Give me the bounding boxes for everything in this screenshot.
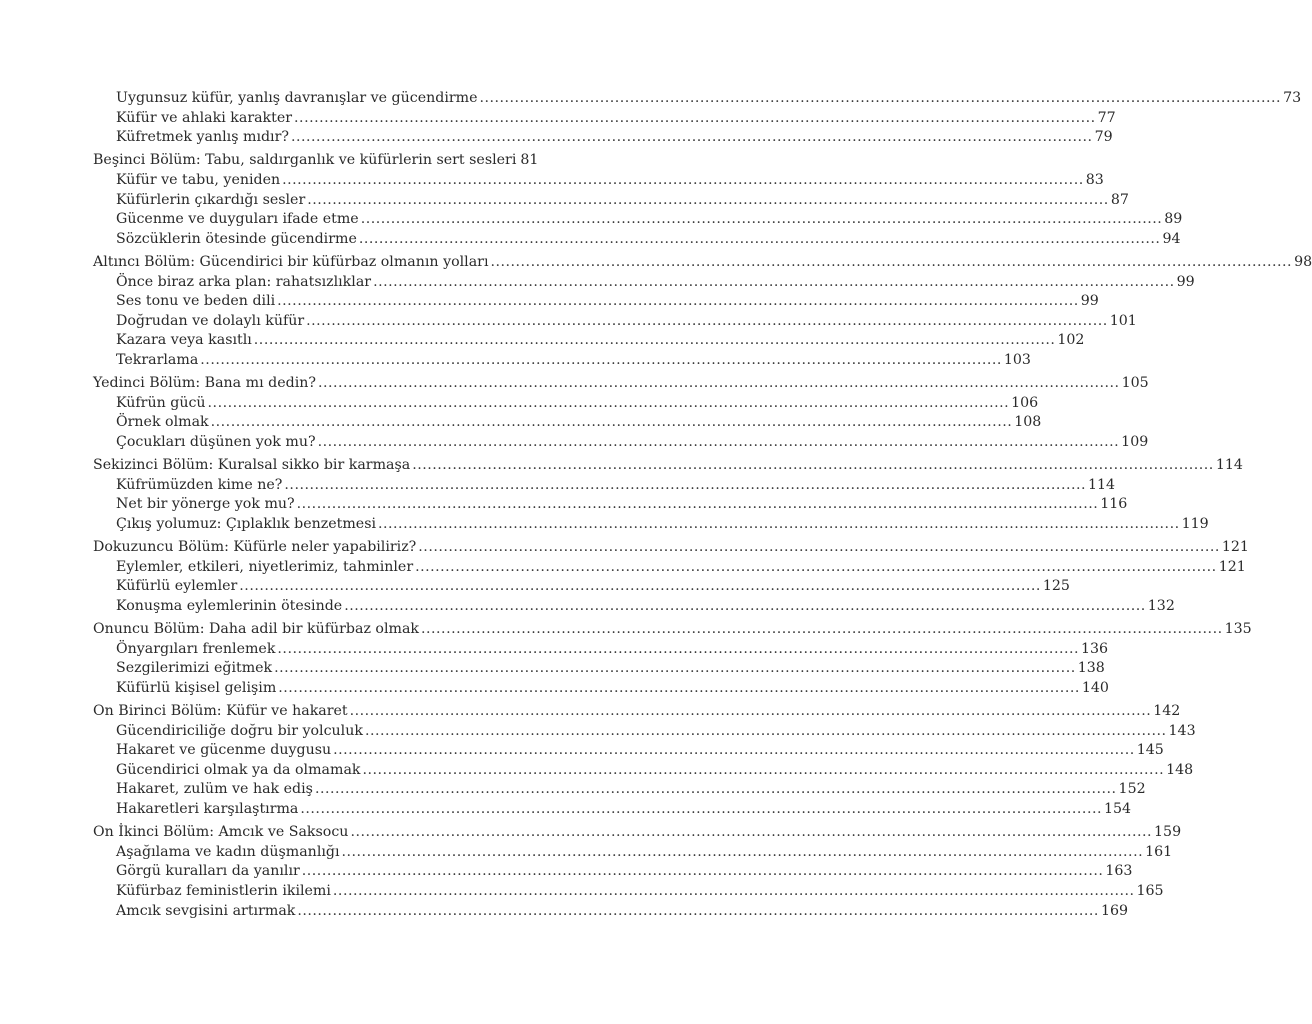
dot-leader xyxy=(278,679,1080,699)
dot-leader xyxy=(479,89,1281,109)
toc-page-number: 169 xyxy=(1100,902,1129,919)
toc-subsection-entry xyxy=(93,351,1031,371)
toc-entry-title: Sezgilerimizi eğitmek xyxy=(116,660,273,677)
toc-entry-title: Küfürlerin çıkardığı sesler xyxy=(116,191,306,208)
toc-entry-title: Görgü kuralları da yanılır xyxy=(116,863,300,880)
toc-page-number: 135 xyxy=(1224,621,1252,637)
toc-entry-title: Küfrümüzden kime ne? xyxy=(116,476,283,493)
toc-page-number: 154 xyxy=(1103,800,1132,817)
toc-chapter-section xyxy=(93,702,1196,820)
toc-subsection-entry xyxy=(93,413,1042,433)
toc-entry-title: Kazara veya kasıtlı xyxy=(116,332,252,349)
dot-leader xyxy=(307,191,1109,211)
toc-subsection-entry xyxy=(93,433,1149,453)
toc-entry-title: Çıkış yolumuz: Çıplaklık benzetmesi xyxy=(116,515,377,532)
dot-leader xyxy=(342,843,1144,863)
dot-leader xyxy=(318,433,1120,453)
toc-entry-title: Yedinci Bölüm: Bana mı dedin? xyxy=(93,375,316,392)
toc-chapter-section xyxy=(93,374,1149,452)
toc-entry-title: Uygunsuz küfür, yanlış davranışlar ve gücendirme xyxy=(116,90,478,106)
dot-leader xyxy=(284,476,1086,496)
toc-page-number: 109 xyxy=(1121,433,1149,450)
toc-page-number: 140 xyxy=(1081,679,1109,696)
toc-subsection-entry xyxy=(93,394,1039,414)
toc-entry-title: Küfür ve tabu, yeniden xyxy=(116,171,281,188)
toc-subsection-entry xyxy=(93,495,1128,515)
dot-leader xyxy=(306,312,1108,332)
dot-leader xyxy=(421,620,1223,640)
toc-page-number: 101 xyxy=(1109,312,1137,329)
toc-entry-title: Net bir yönerge yok mu? xyxy=(116,496,295,513)
toc-page-number: 89 xyxy=(1164,211,1183,228)
toc-page-number: 79 xyxy=(1094,129,1113,146)
toc-page-number: 161 xyxy=(1145,843,1173,860)
dot-leader xyxy=(211,413,1013,433)
toc-subsection-entry xyxy=(93,780,1146,800)
dot-leader xyxy=(200,351,1002,371)
toc-page-number: 114 xyxy=(1215,457,1243,474)
toc-entry-title: Gücendirici olmak ya da olmamak xyxy=(116,761,361,778)
dot-leader xyxy=(412,456,1214,476)
dot-leader xyxy=(282,171,1084,191)
toc-page-number: 87 xyxy=(1110,191,1129,208)
toc-entry-title: Sözcüklerin ötesinde gücendirme xyxy=(116,230,357,247)
toc-entry-title: Küfürlü kişisel gelişim xyxy=(116,679,277,696)
toc-subsection-entry xyxy=(93,128,1113,148)
dot-leader xyxy=(254,331,1056,351)
dot-leader xyxy=(373,273,1175,293)
table-of-contents xyxy=(93,89,1312,921)
toc-subsection-entry xyxy=(93,273,1195,293)
toc-entry-title: Küfür ve ahlaki karakter xyxy=(116,109,293,126)
dot-leader xyxy=(344,597,1146,617)
toc-entry-title: Hakaretleri karşılaştırma xyxy=(116,800,299,817)
dot-leader xyxy=(274,659,1076,679)
toc-subsection-entry xyxy=(93,171,1104,191)
toc-entry-title: Örnek olmak xyxy=(116,414,209,431)
toc-subsection-entry xyxy=(93,882,1164,902)
toc-subsection-entry xyxy=(93,741,1164,761)
dot-leader xyxy=(277,292,1079,312)
toc-chapter-heading xyxy=(93,620,1252,640)
toc-subsection-entry xyxy=(93,659,1105,679)
toc-entry-title: Önce biraz arka plan: rahatsızlıklar xyxy=(116,273,372,290)
dot-leader xyxy=(297,495,1099,515)
toc-page-number: 142 xyxy=(1153,702,1181,719)
toc-page-number: 132 xyxy=(1147,597,1175,614)
dot-leader xyxy=(302,862,1104,882)
toc-entry-title: Önyargıları frenlemek xyxy=(116,640,276,657)
dot-leader xyxy=(294,109,1096,129)
toc-chapter-heading xyxy=(93,823,1182,843)
toc-entry-title: Çocukları düşünen yok mu? xyxy=(116,433,316,450)
toc-page-number: 165 xyxy=(1136,882,1164,899)
toc-page-number: 108 xyxy=(1014,414,1042,431)
toc-entry-title: Altıncı Bölüm: Gücendirici bir küfürbaz olmanın yolları xyxy=(93,253,489,270)
toc-page-number: 73 xyxy=(1283,90,1302,106)
toc-subsection-entry xyxy=(93,722,1196,742)
toc-entry-title: Hakaret ve gücenme duygusu xyxy=(116,742,332,759)
toc-chapter-section xyxy=(93,253,1312,371)
toc-page-number: 98 xyxy=(1294,253,1312,270)
toc-entry-title: Ses tonu ve beden dili xyxy=(116,293,276,310)
toc-page-number: 143 xyxy=(1168,722,1196,739)
toc-entry-title: Sekizinci Bölüm: Kuralsal sikko bir karmaşa xyxy=(93,457,411,474)
toc-page-number: 116 xyxy=(1100,496,1128,513)
toc-page-number: 145 xyxy=(1136,742,1164,759)
toc-entry-title: Doğrudan ve dolaylı küfür xyxy=(116,312,305,329)
toc-entry-title: Onuncu Bölüm: Daha adil bir küfürbaz olmak xyxy=(93,621,420,637)
toc-page-number: 99 xyxy=(1080,293,1099,310)
dot-leader xyxy=(333,741,1135,761)
toc-subsection-entry xyxy=(93,577,1070,597)
dot-leader xyxy=(415,558,1217,578)
toc-chapter-section xyxy=(93,620,1252,698)
toc-entry-title: Aşağılama ve kadın düşmanlığı xyxy=(116,843,340,860)
dot-leader xyxy=(378,515,1180,535)
dot-leader xyxy=(239,577,1041,597)
dot-leader xyxy=(359,230,1161,250)
toc-page-number: 103 xyxy=(1003,351,1031,368)
toc-subsection-entry xyxy=(93,312,1137,332)
toc-chapter-section xyxy=(93,538,1249,616)
dot-leader xyxy=(277,640,1079,660)
toc-chapter-heading xyxy=(93,456,1243,476)
toc-page-number: 138 xyxy=(1077,660,1105,677)
toc-entry-title: Beşinci Bölüm: Tabu, saldırganlık ve küfürlerin sert sesleri xyxy=(93,152,517,169)
toc-page-number: 114 xyxy=(1088,476,1116,493)
toc-entry-title: Hakaret, zulüm ve hak ediş xyxy=(116,781,313,798)
toc-chapter-section xyxy=(93,151,1183,249)
toc-page-number: 81 xyxy=(520,152,539,169)
toc-page-number: 105 xyxy=(1121,375,1149,392)
toc-page-number: 119 xyxy=(1181,515,1209,532)
dot-leader xyxy=(350,702,1152,722)
toc-entry-title: Küfrün gücü xyxy=(116,394,206,411)
toc-subsection-entry xyxy=(93,292,1099,312)
dot-leader xyxy=(318,374,1120,394)
toc-subsection-entry xyxy=(93,331,1085,351)
toc-page-number: 136 xyxy=(1081,640,1109,657)
toc-entry-title: Gücenme ve duyguları ifade etme xyxy=(116,211,359,228)
dot-leader xyxy=(291,128,1093,148)
toc-page-number: 163 xyxy=(1105,863,1133,880)
toc-page-number: 102 xyxy=(1057,332,1085,349)
toc-subsection-entry xyxy=(93,89,1302,109)
toc-subsection-entry xyxy=(93,558,1246,578)
toc-subsection-entry xyxy=(93,843,1173,863)
dot-leader xyxy=(490,253,1292,273)
toc-chapter-section xyxy=(93,823,1182,921)
dot-leader xyxy=(363,761,1165,781)
toc-chapter-heading xyxy=(93,702,1181,722)
toc-entry-title: Tekrarlama xyxy=(116,351,199,368)
toc-subsection-entry xyxy=(93,515,1209,535)
toc-chapter-heading xyxy=(93,374,1149,394)
toc-chapter-section xyxy=(93,456,1243,534)
toc-entry-title: Konuşma eylemlerinin ötesinde xyxy=(116,597,343,614)
dot-leader xyxy=(350,823,1152,843)
toc-subsection-entry xyxy=(93,862,1133,882)
toc-entry-title: Eylemler, etkileri, niyetlerimiz, tahminler xyxy=(116,558,414,575)
toc-entry-title: Küfretmek yanlış mıdır? xyxy=(116,129,289,146)
dot-leader xyxy=(315,780,1117,800)
toc-page-number: 121 xyxy=(1218,558,1246,575)
toc-subsection-entry xyxy=(93,210,1183,230)
toc-subsection-entry xyxy=(93,902,1129,922)
toc-page-number: 99 xyxy=(1176,273,1195,290)
dot-leader xyxy=(300,800,1102,820)
dot-leader xyxy=(333,882,1135,902)
toc-subsection-entry xyxy=(93,597,1175,617)
dot-leader xyxy=(361,210,1163,230)
toc-subsection-entry xyxy=(93,230,1181,250)
toc-chapter-heading xyxy=(93,151,539,171)
toc-page-number: 83 xyxy=(1085,171,1104,188)
toc-chapter-heading xyxy=(93,253,1312,273)
toc-entry-title: Amcık sevgisini artırmak xyxy=(116,902,296,919)
toc-subsection-entry xyxy=(93,640,1109,660)
toc-page-number: 106 xyxy=(1011,394,1039,411)
toc-page-number: 148 xyxy=(1166,761,1194,778)
toc-page-number: 125 xyxy=(1042,578,1070,595)
toc-entry-title: On Birinci Bölüm: Küfür ve hakaret xyxy=(93,702,348,719)
toc-entry-title: Küfürbaz feministlerin ikilemi xyxy=(116,882,331,899)
toc-entry-title: On İkinci Bölüm: Amcık ve Saksocu xyxy=(93,824,349,841)
dot-leader xyxy=(297,902,1099,922)
toc-entry-title: Dokuzuncu Bölüm: Küfürle neler yapabiliriz? xyxy=(93,539,417,556)
toc-page-number: 152 xyxy=(1118,781,1146,798)
dot-leader xyxy=(418,538,1220,558)
toc-entry-title: Küfürlü eylemler xyxy=(116,578,238,595)
toc-subsection-entry xyxy=(93,476,1116,496)
toc-entry-title: Gücendiriciliğe doğru bir yolculuk xyxy=(116,722,363,739)
dot-leader xyxy=(208,394,1010,414)
toc-page-number: 159 xyxy=(1154,824,1182,841)
toc-subsection-entry xyxy=(93,109,1116,129)
toc-subsection-entry xyxy=(93,679,1109,699)
dot-leader xyxy=(365,722,1167,742)
toc-subsection-entry xyxy=(93,191,1129,211)
toc-subsection-entry xyxy=(93,761,1194,781)
toc-page-number: 121 xyxy=(1221,539,1249,556)
toc-chapter-section xyxy=(93,89,1302,148)
toc-page-number: 94 xyxy=(1162,230,1181,247)
toc-subsection-entry xyxy=(93,800,1132,820)
toc-chapter-heading xyxy=(93,538,1249,558)
toc-page-number: 77 xyxy=(1097,109,1116,126)
